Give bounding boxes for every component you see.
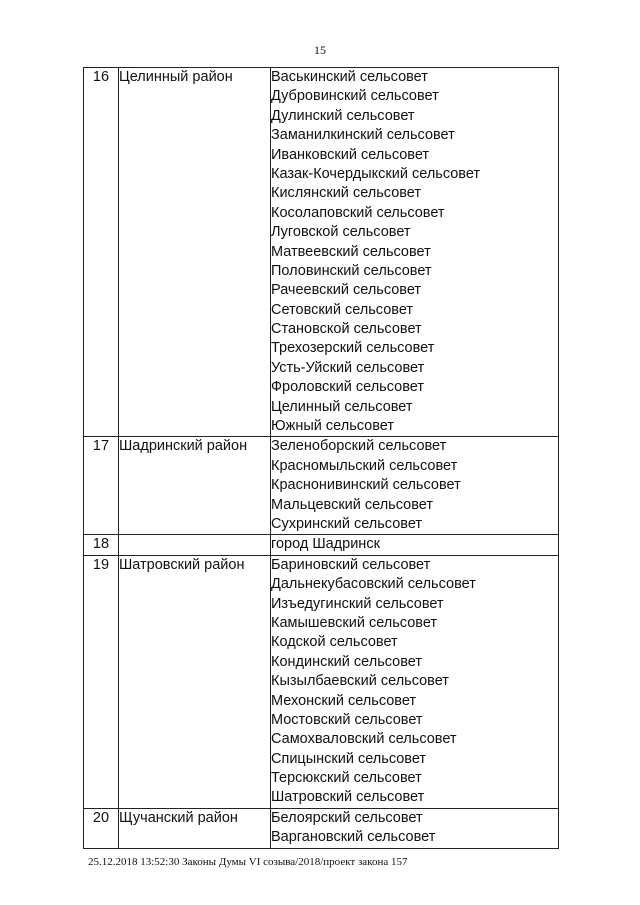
council-item: Красномыльский сельсовет: [271, 457, 458, 474]
council-item: Белоярский сельсовет: [271, 809, 423, 826]
row-number: 17: [84, 437, 119, 535]
council-item: Иванковский сельсовет: [271, 146, 430, 163]
council-item: Сухринский сельсовет: [271, 515, 423, 532]
council-item: Мостовский сельсовет: [271, 711, 423, 728]
row-number: 20: [84, 808, 119, 848]
page-number: 15: [314, 43, 326, 57]
council-item: Дальнекубасовский сельсовет: [271, 576, 476, 593]
council-item: Усть-Уйский сельсовет: [271, 359, 425, 376]
district-name: [119, 535, 271, 555]
district-name: Щучанский район: [119, 808, 271, 848]
council-item: Трехозерский сельсовет: [271, 340, 435, 357]
council-item: Южный сельсовет: [271, 418, 394, 435]
row-number: 18: [84, 535, 119, 555]
council-item: Терсюкский сельсовет: [271, 770, 422, 787]
council-item: Шатровский сельсовет: [271, 789, 425, 806]
council-item: Матвеевский сельсовет: [271, 243, 431, 260]
table-row: [84, 437, 559, 535]
council-item: Луговской сельсовет: [271, 224, 411, 241]
table-row: [84, 555, 559, 808]
council-item: город Шадринск: [271, 536, 380, 553]
council-item: Рачеевский сельсовет: [271, 282, 422, 299]
council-item: Кислянский сельсовет: [271, 185, 422, 202]
council-item: Фроловский сельсовет: [271, 379, 424, 396]
council-list: [271, 808, 559, 848]
council-item: Зеленоборский сельсовет: [271, 438, 447, 455]
council-item: Кызылбаевский сельсовет: [271, 673, 449, 690]
district-name: Шатровский район: [119, 555, 271, 808]
council-item: Васькинский сельсовет: [271, 69, 428, 85]
table-row: [84, 808, 559, 848]
table-body: [84, 68, 559, 849]
council-list: [271, 555, 559, 808]
council-item: Половинский сельсовет: [271, 262, 432, 279]
document-footer: 25.12.2018 13:52:30 Законы Думы VI созыва/2018/проект закона 157: [88, 856, 408, 868]
council-item: Самохваловский сельсовет: [271, 731, 457, 748]
council-item: Камышевский сельсовет: [271, 614, 438, 631]
district-name: Шадринский район: [119, 437, 271, 535]
council-item: Сетовский сельсовет: [271, 301, 414, 318]
council-item: Спицынский сельсовет: [271, 750, 427, 767]
council-list: [271, 535, 559, 555]
council-item: Целинный сельсовет: [271, 398, 413, 415]
council-item: Краснонивинский сельсовет: [271, 477, 461, 494]
council-item: Косолаповский сельсовет: [271, 204, 445, 221]
council-item: Казак-Кочердыкский сельсовет: [271, 165, 481, 182]
council-list: [271, 437, 559, 535]
district-name: Целинный район: [119, 68, 271, 437]
council-item: Мехонский сельсовет: [271, 692, 417, 709]
table-row: [84, 68, 559, 437]
council-item: Мальцевский сельсовет: [271, 496, 433, 513]
council-item: Изъедугинский сельсовет: [271, 595, 444, 612]
council-item: Дубровинский сельсовет: [271, 88, 439, 105]
council-item: Становской сельсовет: [271, 321, 422, 338]
council-item: Кондинский сельсовет: [271, 653, 422, 670]
council-item: Дулинский сельсовет: [271, 107, 415, 124]
row-number: 16: [84, 68, 119, 437]
row-number: 19: [84, 555, 119, 808]
council-item: Бариновский сельсовет: [271, 556, 431, 573]
council-list: [271, 68, 559, 437]
council-item: Варгановский сельсовет: [271, 829, 436, 846]
districts-table: [83, 67, 559, 849]
council-item: Кодской сельсовет: [271, 634, 398, 651]
council-item: Заманилкинский сельсовет: [271, 127, 455, 144]
table-row: [84, 535, 559, 555]
